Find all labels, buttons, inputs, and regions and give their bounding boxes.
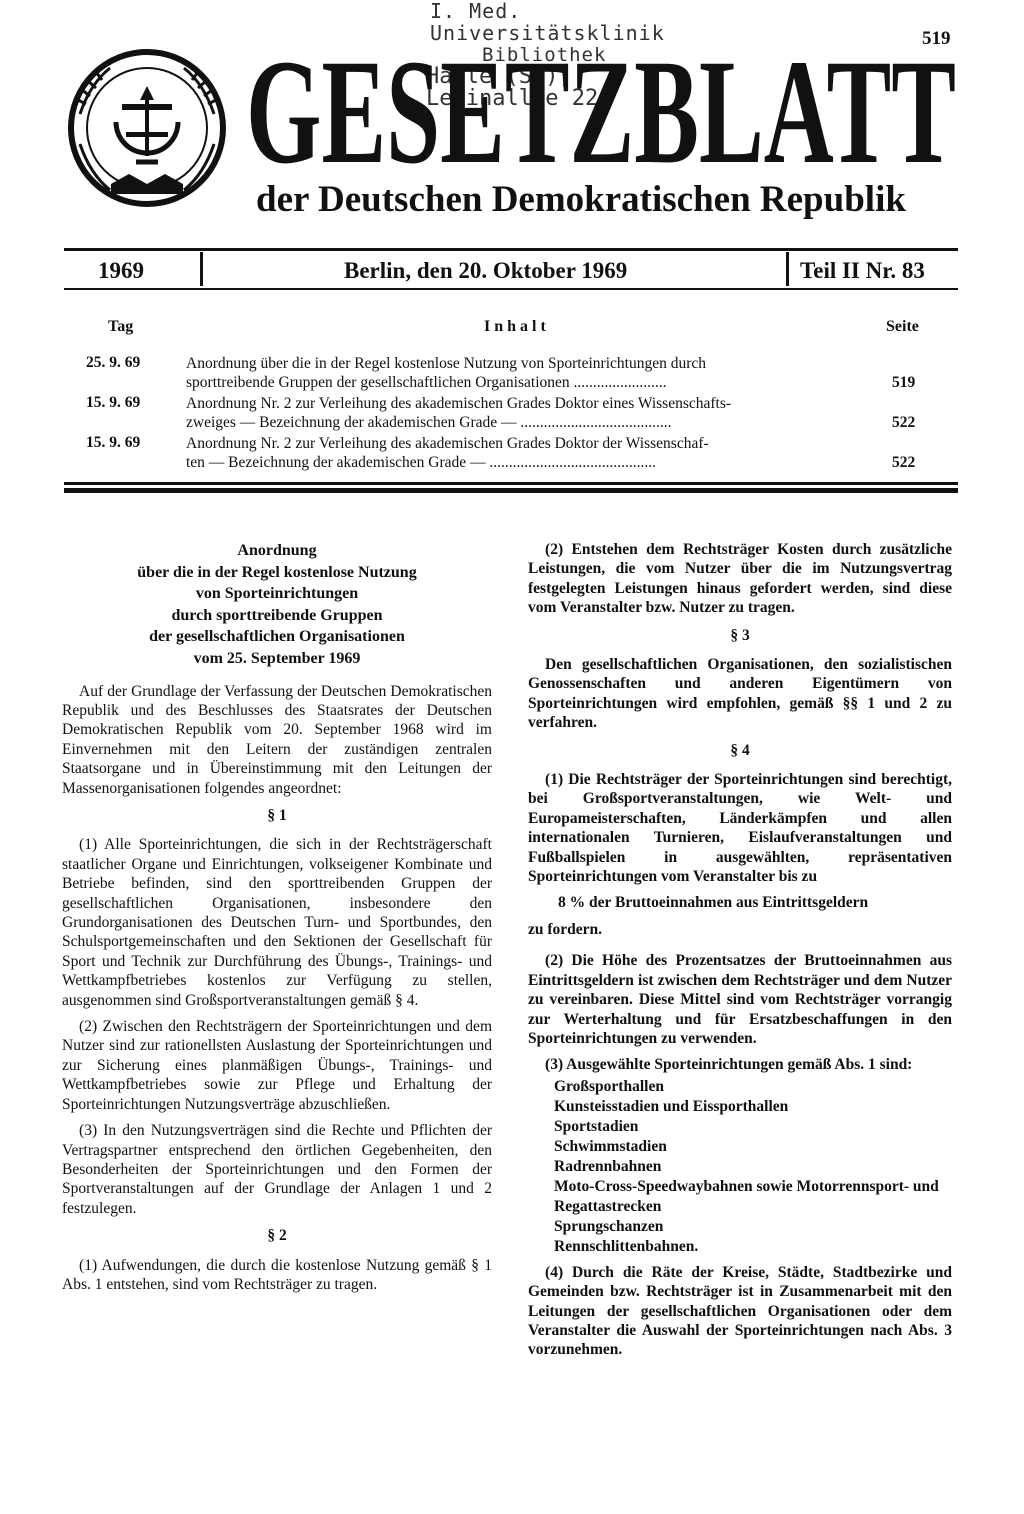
toc-date: 25. 9. 69 [86,354,141,371]
list-item: Rennschlittenbahnen. [554,1237,699,1255]
masthead-subtitle: der Deutschen Demokratischen Republik [256,179,906,220]
toc-entry [186,434,846,472]
toc-entry [186,354,846,392]
paragraph: (2) Entstehen dem Rechtsträger Kosten durch zusätzliche Leistungen, die vom Nutzer über die im Nutzungsvertrag festgelegten Leistungen hinaus gefordert werden, sind diese vom Veranstalter bzw. Nutzer zu tragen. [528,541,952,617]
toc-entry-line-2: ten — Bezeichnung der akademischen Grade — ........................................... [186,454,657,471]
state-emblem-icon [66,44,228,216]
masthead-title-text: GESETZBLATT [246,44,956,172]
paragraph: Den gesellschaftlichen Organisationen, den sozialistischen Genossenschaften und anderen Eigentümern von Sporteinrichtungen wird empfohlen, gemäß §§ 1 und 2 zu verfahren. [528,656,952,732]
paragraph: (1) Alle Sporteinrichtungen, die sich in der Rechtsträgerschaft staatlicher Organe und Einrichtungen, volkseigener Kombinate und Betriebe befinden, sind den sporttreibenden Gruppen der gesellschaftlichen Organisationen, insbesondere den Grundorganisationen des Deutschen Turn- und Sportbundes, den Schulsportgemeinschaften und den Sektionen der Gesellschaft für Sport und Technik zur Durchführung des Übungs-, Trainings- und Wettkampfbetriebes kostenlos zur Verfügung zu stellen, ausgenommen sind Großsportveranstaltungen gemäß § 4. [62,836,492,1009]
list-item: Kunsteisstadien und Eissporthallen [554,1097,789,1115]
paragraph: (2) Die Höhe des Prozentsatzes der Bruttoeinnahmen aus Eintrittsgeldern ist zwischen dem Rechtsträger und dem Nutzer zu vereinbaren. Diese Mittel sind vom Rechtsträger vorrangig zur Werterhaltung und für Ersatzbeschaffungen in den Sporteinrichtungen zu verwenden. [528,952,952,1047]
toc-page: 519 [892,374,916,391]
toc-col-page: Seite [886,318,919,335]
header-divider-right [786,252,789,286]
toc-entry [186,394,846,432]
toc-entry-line-1: Anordnung über die in der Regel kostenlose Nutzung von Sporteinrichtungen durch [186,355,706,372]
right-column [528,540,952,1367]
toc-bottom-rule-1 [64,482,958,485]
masthead-title [246,44,958,172]
list-item: Sprungschanzen [554,1217,664,1235]
article-title-line: Anordnung [237,542,317,559]
paragraph: (3) Ausgewählte Sporteinrichtungen gemäß Abs. 1 sind: [545,1056,913,1074]
toc-page: 522 [892,454,916,471]
toc-bottom-rule-2 [64,488,958,493]
toc-entry-line-2: zweiges — Bezeichnung der akademischen Grade — ....................................... [186,414,672,431]
toc-page: 522 [892,414,916,431]
header-top-rule [64,248,958,251]
header-bottom-rule [64,288,958,290]
list-item: Sportstadien [554,1117,639,1135]
issue-place-date: Berlin, den 20. Oktober 1969 [344,258,628,283]
percentage-text: der Bruttoeinnahmen aus Eintrittsgeldern [589,893,869,911]
article-title-line: durch sporttreibende Gruppen [171,606,383,624]
list-item: Großsporthallen [554,1077,664,1095]
article-title-line: der gesellschaftlichen Organisationen [149,628,405,646]
section-heading: § 4 [730,741,750,759]
article-title-line: von Sporteinrichtungen [195,585,359,603]
paragraph: (2) Zwischen den Rechtsträgern der Sporteinrichtungen und dem Nutzer sind zur rationellsten Auslastung der Sporteinrichtungen und zur Sicherung eines planmäßigen Übungs-, Trainings- und Wettkampfbetriebes sowie zur Pflege und Erhaltung der Sporteinrichtungen Nutzungsverträge abzuschließen. [62,1018,492,1113]
toc-date: 15. 9. 69 [86,434,141,451]
list-item: Moto-Cross-Speedwaybahnen sowie Motorrennsport- und Regattastrecken [554,1177,939,1215]
toc-entry-line-2: sporttreibende Gruppen der gesellschaftlichen Organisationen ........................ [186,374,667,391]
toc-entry-line-1: Anordnung Nr. 2 zur Verleihung des akademischen Grades Doktor der Wissenschaf- [186,435,709,452]
paragraph-end: zu fordern. [528,920,603,938]
stamp-line-2: Bibliothek [482,44,607,66]
stamp-line-1: I. Med. Universitätsklinik [430,0,665,45]
facility-list [554,1077,952,1257]
paragraph: (4) Durch die Räte der Kreise, Städte, Stadtbezirke und Gemeinden bzw. Rechtsträger ist in Zusammenarbeit mit den Leitungen der gesellschaftlichen Organisationen oder dem Veranstalter die Auswahl der Sporteinrichtungen nach Abs. 3 vorzunehmen. [528,1263,952,1359]
left-column [62,540,492,1301]
header-divider-left [200,252,203,286]
stamp-line-3: Halle (S.), Leninallee 22 [426,64,599,111]
issue-year: 1969 [98,258,144,283]
paragraph: (1) Die Rechtsträger der Sporteinrichtungen sind berechtigt, bei Großsportveranstaltungen, wie Welt- und Europameisterschaften, Länderkämpfen und allen internationalen Turnieren, Eislaufveranstaltungen und Fußballspielen in ausgewählten, repräsentativen Sporteinrichtungen vom Veranstalter bis zu [528,771,952,886]
preamble: Auf der Grundlage der Verfassung der Deutschen Demokratischen Republik und des Beschlusses des Staatsrates der Deutschen Demokratischen Republik vom 20. September 1968 wird im Einvernehmen mit den Leitern der zuständigen zentralen Staatsorgane und in Übereinstimmung mit den Leitungen der Massenorganisationen folgendes angeordnet: [62,682,492,797]
article-title-line: über die in der Regel kostenlose Nutzung [137,563,417,581]
toc-entry-line-1: Anordnung Nr. 2 zur Verleihung des akademischen Grades Doktor eines Wissenschafts- [186,395,732,412]
paragraph: (3) In den Nutzungsverträgen sind die Rechte und Pflichten der Vertragspartner entsprechend den örtlichen Gegebenheiten, den Besonderheiten der Sporteinrichtungen und den Formen der Sportveranstaltungen auf der Grundlage der Anlagen 1 und 2 festzulegen. [62,1122,492,1217]
toc-col-date: Tag [108,318,134,335]
section-heading: § 2 [267,1227,287,1245]
list-item: Radrennbahnen [554,1157,662,1175]
toc-date: 15. 9. 69 [86,394,141,411]
percentage-line [528,893,952,912]
article-title-line: vom 25. September 1969 [193,649,361,667]
percentage-value: 8 % [558,893,586,911]
issue-part: Teil II Nr. 83 [800,258,925,283]
section-heading: § 1 [267,807,287,824]
page-number: 519 [922,28,951,49]
paragraph: (1) Aufwendungen, die durch die kostenlose Nutzung gemäß § 1 Abs. 1 entstehen, sind vom Rechtsträger zu tragen. [62,1256,492,1293]
toc-col-content: I n h a l t [484,318,546,335]
article-title [62,540,492,670]
section-heading: § 3 [730,626,750,644]
list-item: Schwimmstadien [554,1137,667,1155]
